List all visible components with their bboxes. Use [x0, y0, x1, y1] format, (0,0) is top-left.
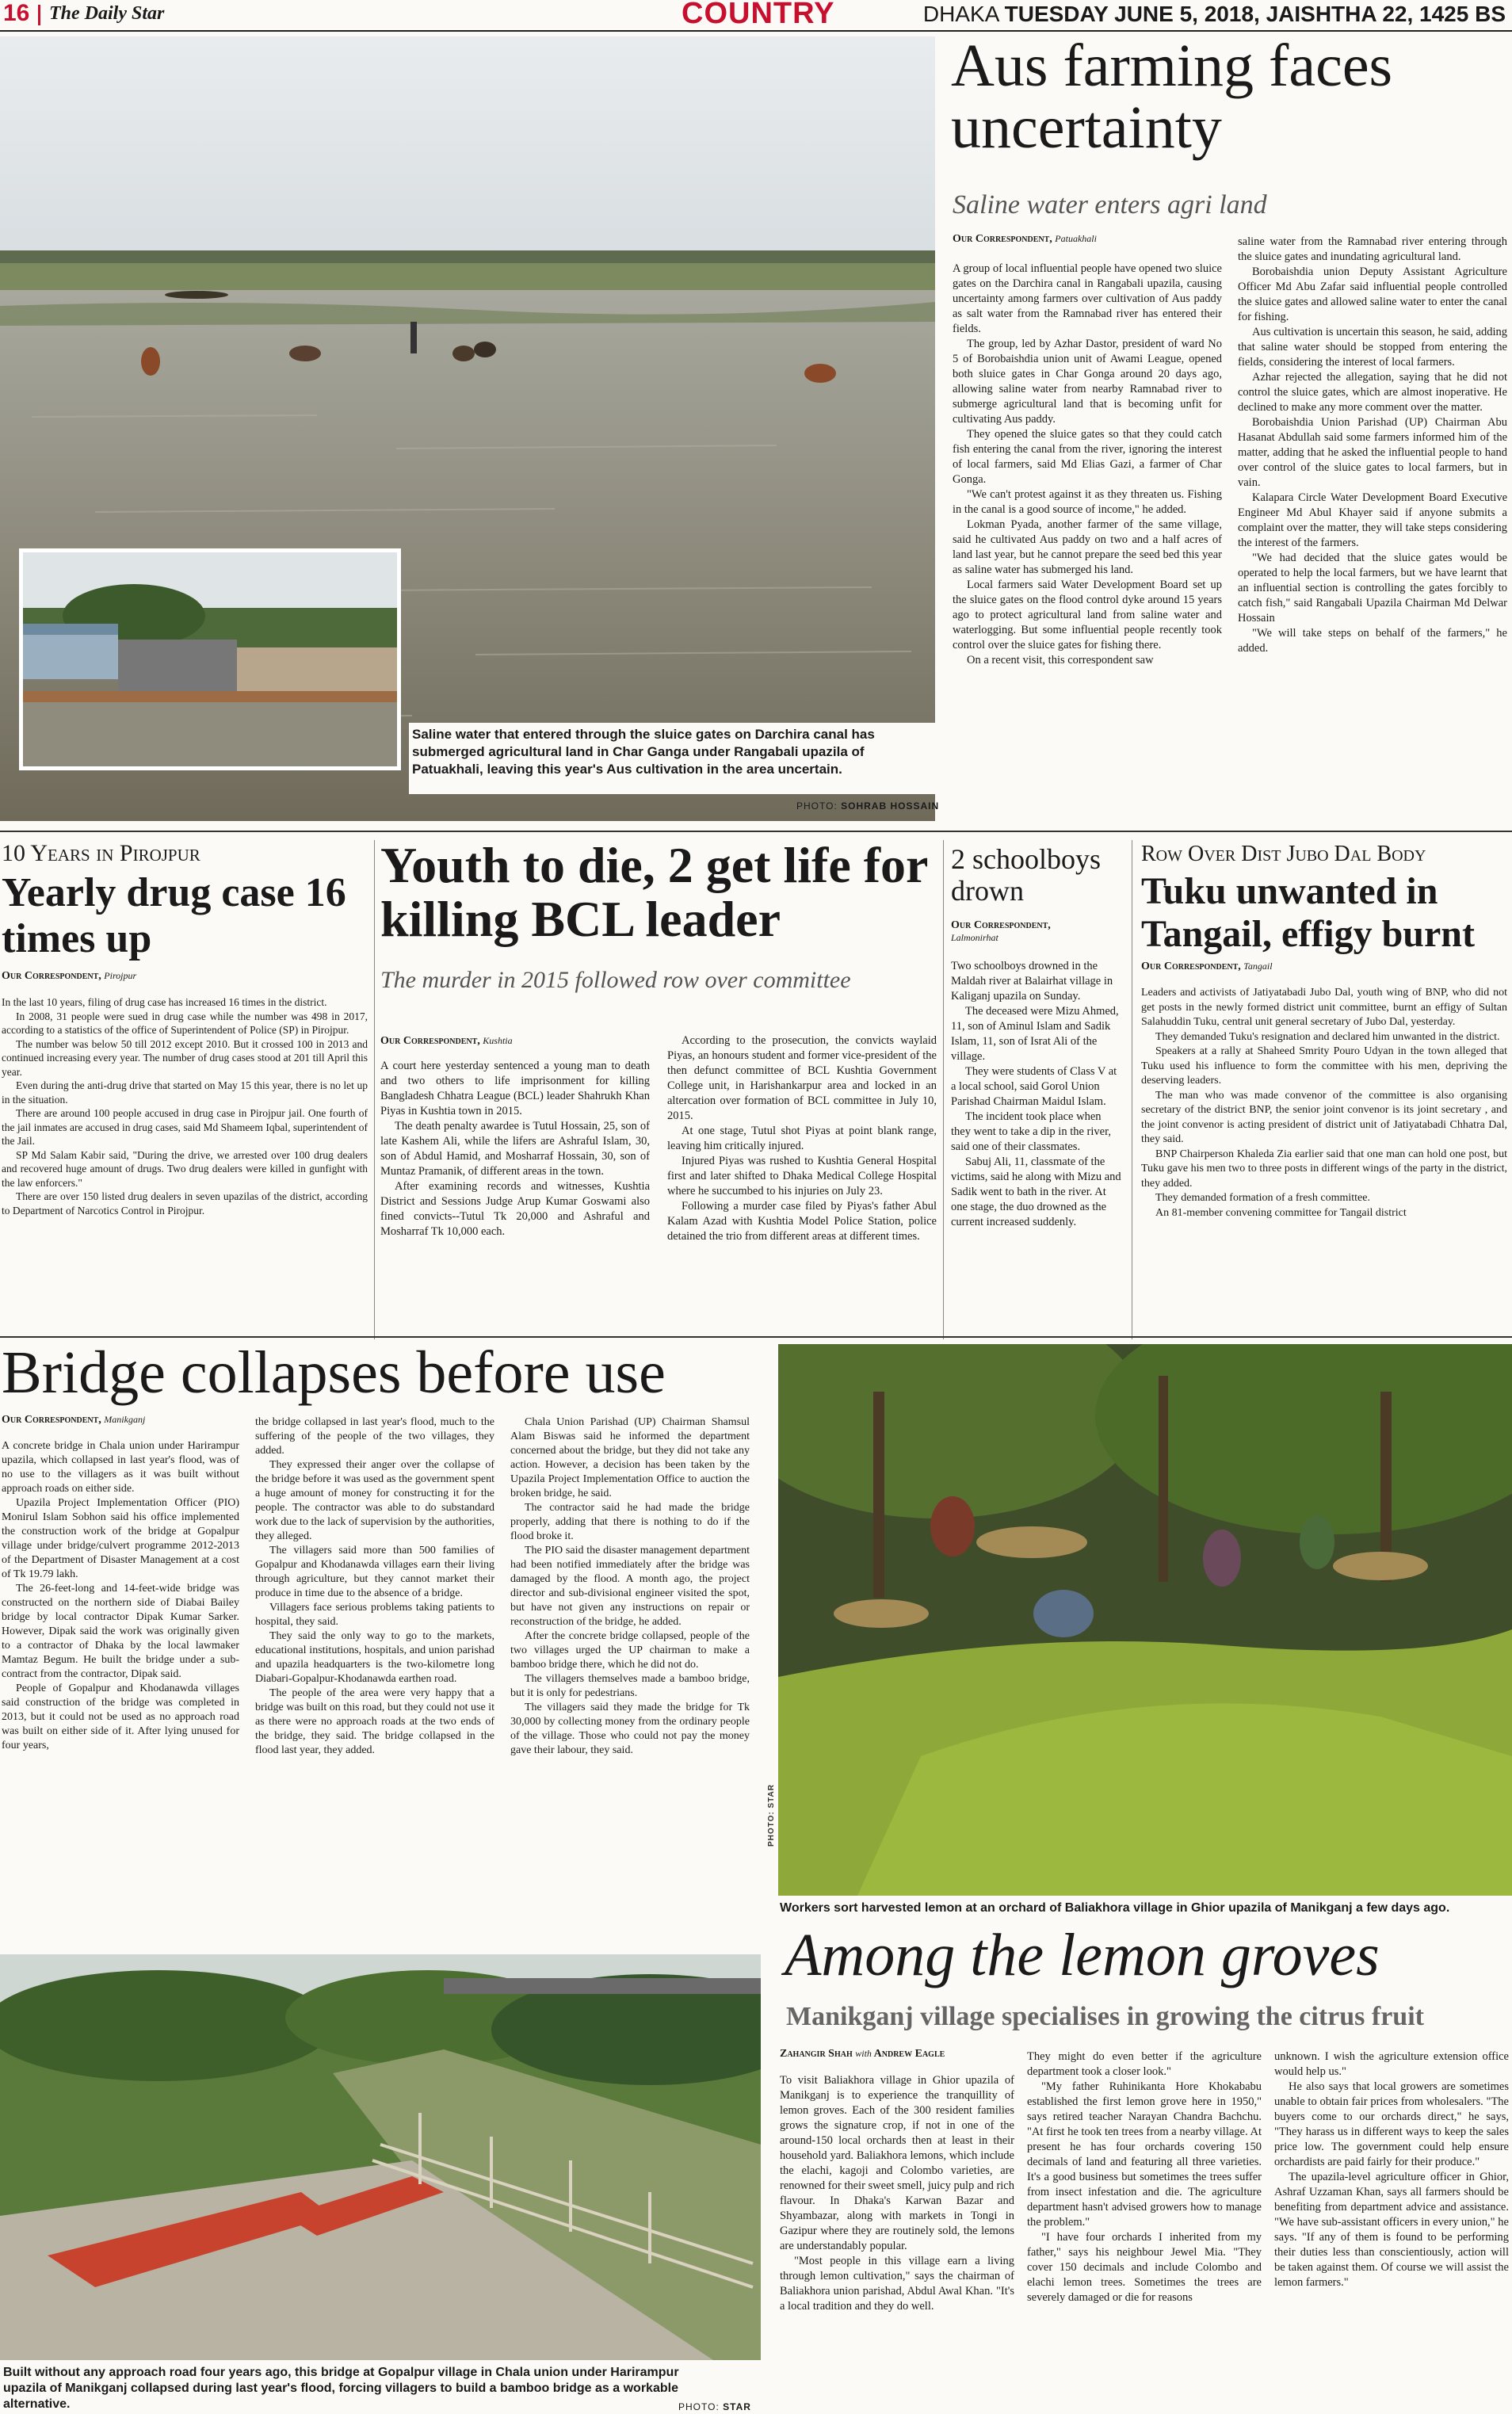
masthead	[0, 0, 1512, 32]
dateline-city: DHAKA	[922, 2, 998, 26]
dateline-date: TUESDAY JUNE 5, 2018, JAISHTHA 22, 1425 BS	[1004, 2, 1506, 26]
aus-subhead: Saline water enters agri land	[953, 190, 1267, 220]
bridge-byline: Our Correspondent, Manikganj	[2, 1414, 146, 1426]
aus-photo-caption: Saline water that entered through the sluice gates on Darchira canal has submerged agricultural land in Char Ganga under Rangabali upazila of Patuakhali, leaving this year's Aus cultivation in the area uncertain.	[412, 727, 875, 777]
lemon-photo-credit: PHOTO: STAR	[767, 1784, 776, 1847]
youth-column-1: A court here yesterday sentenced a young man to death and two others to life imprisonment for killing Bangladesh Chhatra League (BCL) leader Shahrukh Khan Piyas in Kushtia town in 2015. The death penalty awardee is Tutul Hossain, 25, son of late Kashem Ali, while the lifers are Ashraful Islam, 30, son of Abdul Hamid, and Mosharraf Hossain, 30, son of Muntaz Pramanik, of different areas in the town. After examining records and witnesses, Kushtia District and Sessions Judge Arup Kumar Goswami also fined convicts--Tutul Tk 20,000 and Ashraful and Mosharraf Tk 10,000 each.	[380, 1060, 650, 1238]
drug-kicker: 10 Years in Pirojpur	[2, 840, 200, 866]
section-title: COUNTRY	[682, 0, 835, 30]
bridge-photo-credit: PHOTO: STAR	[678, 2401, 751, 2412]
lemon-orchard-image	[778, 1344, 1512, 1896]
youth-byline: Our Correspondent, Kushtia	[380, 1035, 513, 1047]
bridge-photo-caption: Built without any approach road four years ago, this bridge at Gopalpur village in Chala union under Harirampur upazila of Manikganj collapsed during last year's flood, forcing villagers to build a bamboo bridge as a workable alternative.	[3, 2366, 679, 2411]
lemon-photo	[778, 1344, 1512, 1896]
schoolboys-byline: Our Correspondent, Lalmonirhat	[951, 919, 1051, 943]
page-number-divider	[38, 5, 40, 25]
sluice-gate-inset-photo	[19, 548, 401, 770]
aus-column-2: saline water from the Ramnabad river entering through the sluice gates and inundating agricultural land. Borobaishdia union Deputy Assistant Agriculture Officer Md Abu Zafar said influential people controlled the sluice gates and allowed saline water to enter the canal for fishing. Aus cultivation is uncertain this season, he said, adding that saline water should be stopped from entering the fields, considering the interest of local farmers. Azhar rejected the allegation, saying that he did not control the sluice gates, which are almost inoperative. He declined to make any more comment over the matter. Borobaishdia Union Parishad (UP) Chairman Abu Hasanat Abdullah said some farmers informed him of the matter, adding that he asked the influential people to hand over control of the sluice gates to local farmers, but in vain. Kalapara Circle Water Development Board Executive Engineer Md Abul Khayer said if anyone submits a complaint over the matter, they will take steps considering the interest of the farmers. "We had decided that the sluice gates would be operated to help the local farmers, but we have learnt that an influential section is controlling the gates forcibly to catch fish," said Rangabali Upazila Chairman Md Delwar Hossain "We will take steps on behalf of the farmers," he added.	[1238, 235, 1507, 655]
drug-byline: Our Correspondent, Pirojpur	[2, 970, 137, 982]
divider	[0, 1336, 1512, 1338]
youth-headline: Youth to die, 2 get life for killing BCL leader	[380, 837, 928, 947]
schoolboys-headline: 2 schoolboys drown	[951, 843, 1101, 907]
aus-column-1: A group of local influential people have opened two sluice gates on the Darchira canal in Rangabali upazila, causing uncertainty among farmers over cultivation of Aus paddy as salt water from the Ramnabad river has entered their fields. The group, led by Azhar Dastor, president of ward No 5 of Borobaishdia union unit of Awami League, opened both sluice gates in Char Gonga around 20 days ago, allowing saline water from nearby Ramnabad river to submerge agricultural land that is becoming unfit for cultivating Aus paddy. They opened the sluice gates so that they could catch fish entering the canal from the river, ignoring the interest of local farmers, said Md Elias Gazi, a farmer of Char Gonga. "We can't protest against it as they threaten us. Fishing in the canal is a good source of income," he added. Lokman Pyada, another farmer of the same village, said he cultivated Aus paddy on two and a half acres of land last year, but he cannot prepare the seed bed this year as saline water has submerged his land. Local farmers said Water Development Board set up the sluice gates on the flood control dyke around 15 years ago to protect agricultural land from saline water and waterlogging. But some influential people recently took control over the sluice gates for fishing there. On a recent visit, this correspondent saw	[953, 262, 1222, 667]
tuku-headline: Tuku unwanted in Tangail, effigy burnt	[1141, 870, 1475, 955]
divider	[0, 831, 1512, 832]
lemon-subhead: Manikganj village specialises in growing the citrus fruit	[786, 2002, 1424, 2031]
sluice-gate-image	[23, 552, 397, 766]
lemon-column-2: They might do even better if the agriculture department took a closer look." "My father Ruhinikanta Hore Khokababu established the first lemon grove here in 1950," says retired teacher Narayan Chandra Bachchu. "At first he took ten trees from a nearby village. At present he has four orchards covering 150 decimals of land and featuring all three varieties. It's a good business but sometimes the trees suffer from insect infestation and die. The agriculture department hasn't advised growers how to manage the problem." "I have four orchards I inherited from my father," says his neighbour Jewel Mia. "They cover 150 decimals and include Colombo and elachi lemon trees. Sometimes the trees are severely damaged or die for reasons	[1027, 2050, 1262, 2304]
youth-column-2: According to the prosecution, the convicts waylaid Piyas, an honours student and former vice-president of the then defunct committee of BCL Kushtia Government College unit, in Harishankarpur area and locked in an altercation over formation of BCL committee in July 10, 2015. At one stage, Tutul shot Piyas at point blank range, leaving him critically injured. Injured Piyas was rushed to Kushtia General Hospital first and later shifted to Dhaka Medical College Hospital where he succumbed to his injuries on July 23. Following a murder case filed by Piyas's father Abul Kalam Azad with Kushtia Model Police Station, police detained the trio from different areas at different times.	[667, 1034, 937, 1243]
aus-byline: Our Correspondent, Patuakhali	[953, 233, 1097, 245]
column-divider	[943, 840, 944, 1339]
tuku-byline: Our Correspondent, Tangail	[1141, 961, 1273, 972]
schoolboys-column: Two schoolboys drowned in the Maldah river at Balairhat village in Kaliganj upazila on Sunday. The deceased were Mizu Ahmed, 11, son of Aminul Islam and Sadik Islam, 11, son of Israt Ali of the village. They were students of Class V at a local school, said Gorol Union Parishad Chairman Maidul Islam. The incident took place when they went to take a dip in the river, said one of their classmates. Sabuj Ali, 11, classmate of the victims, said he along with Mizu and Sadik went to bath in the river. At one stage, the duo drowned as the current increased suddenly.	[951, 960, 1121, 1228]
bridge-column-1: A concrete bridge in Chala union under Harirampur upazila, which collapsed in last year's flood, was of no use to the villagers as it was built without approach roads on either side. Upazila Project Implementation Officer (PIO) Monirul Islam Sobhon said his office implemented the construction work of the bridge at Gopalpur village under bridge/culvert programme 2012-2013 of the Department of Disaster Management at a cost of Tk 19.79 lakh. The 26-feet-long and 14-feet-wide bridge was constructed on the northern side of Diabai Bailey bridge by local contractor Dipak Kumar Sarker. However, Dipak said the work was originally given to a contractor of Dhaka by the local lawmaker Mamtaz Begum. He built the bridge under a sub-contract from the contractor, Dipak said. People of Gopalpur and Khodanawda villages said construction of the bridge was completed in 2013, but it could not be used as no approach road was built on either side of it. After lying unused for four years,	[2, 1440, 239, 1751]
drug-headline: Yearly drug case 16 times up	[2, 870, 346, 961]
photo-credit-name: SOHRAB HOSSAIN	[841, 800, 940, 812]
photo-credit-label: PHOTO:	[796, 800, 838, 812]
bridge-column-3: Chala Union Parishad (UP) Chairman Shamsul Alam Biswas said he informed the department concerned about the bridge, but they did not take any action. However, a decision has been taken by the Upazila Project Implementation Office to auction the broken bridge, he said. The contractor said he had made the bridge properly, adding that there is nothing to do if the flood broke it. The PIO said the disaster management department had been notified immediately after the bridge was damaged by the flood. A month ago, the project director and sub-divisional engineer visited the spot, but have not given any instructions on repair or reconstruction of the bridge, he added. After the concrete bridge collapsed, people of the two villages urged the UP chairman to make a bamboo bridge there, which he did not do. The villagers themselves made a bamboo bridge, but it is only for pedestrians. The villagers said they made the bridge for Tk 30,000 by collecting money from the ordinary people of the village. Those who could not pay the money gave their labour, they said.	[510, 1416, 750, 1756]
dateline	[923, 2, 1506, 27]
lemon-column-1: To visit Baliakhora village in Ghior upazila of Manikganj is to experience the tranquillity of lemon groves. Each of the 300 resident families grows the signature crop, if not in one of the around-150 local orchards then at least in their household yard. Baliakhora lemons, which include the elachi, kagoji and Colombo varieties, are renowned for their sweet smell, juicy pulp and rich flavour. In Dhaka's Karwan Bazar and Shyambazar, along with markets in Tongi in Gazipur where they are routinely sold, the lemons are understandably popular. "Most people in this village earn a living through lemon cultivation," says the chairman of Baliakhora union parishad, Abdul Awal Khan. "It's a local tradition and they do well.	[780, 2074, 1014, 2313]
drug-column: In the last 10 years, filing of drug case has increased 16 times in the district. In 2008, 31 people were sued in drug case while the number was 498 in 2017, according to a statistics of the office of Superintendent of Police (SP) in Pirojpur. The number was below 50 till 2012 except 2010. But it crossed 100 in 2013 and continued increasing every year. The number of drug cases stood at 201 till April this year. Even during the anti-drug drive that started on May 15 this year, there is no let up in the situation. There are around 100 people accused in drug case in Pirojpur jail. One fourth of the jail inmates are accused in drug cases, said Md Shameem Iqbal, superintendent of the Jail. SP Md Salam Kabir said, "During the drive, we arrested over 100 drug dealers and recovered huge amount of drugs. Two drug dealers were killed in gunfight with the law enforcers." There are over 150 listed drug dealers in seven upazilas of the district, according to Department of Narcotics Control in Pirojpur.	[2, 996, 368, 1217]
aus-photo-credit	[796, 800, 939, 812]
lemon-photo-caption: Workers sort harvested lemon at an orchard of Baliakhora village in Ghior upazila of Manikganj a few days ago.	[780, 1901, 1450, 1915]
aus-headline: Aus farming faces uncertainty	[951, 32, 1393, 161]
column-divider	[374, 840, 375, 1339]
lemon-headline: Among the lemon groves	[785, 1922, 1380, 1988]
newspaper-logo: The Daily Star	[49, 3, 165, 24]
bridge-photo	[0, 1954, 761, 2360]
bridge-column-2: the bridge collapsed in last year's flood, much to the suffering of the people of the two villages, they added. They expressed their anger over the collapse of the bridge before it was used as the government spent a huge amount of money for constructing it for the people. The contractor was able to do substandard work due to the lack of supervision by the authorities, they alleged. The villagers said more than 500 families of Gopalpur and Khodanawda villages earn their living through agriculture, but they cannot market their produce in time due to the absence of a bridge. Villagers face serious problems taking patients to hospital, they said. They said the only way to go to the markets, educational institutions, hospitals, and union parishad and upazila headquarters is the two-kilometre long Diabari-Gopalpur-Khodanawda earthen road. The people of the area were very happy that a bridge was built on this road, but they could not use it as there were no approach roads at the two ends of the bridge, they said. The bridge collapsed in the flood last year, they added.	[255, 1416, 494, 1756]
lemon-column-3: unknown. I wish the agriculture extension office would help us." He also says that local growers are sometimes unable to obtain fair prices from wholesalers. "The buyers come to our orchards direct," he says, "They harass us in different ways to keep the sales price low. The government could help ensure orchardists are paid fairly for their produce." The upazila-level agriculture officer in Ghior, Ashraf Uzzaman Khan, says all farmers should be benefiting from department advice and assistance. "We have sub-assistant officers in every union," he says. "If any of them is found to be performing their duties less than conscientiously, action will be taken against them. Of course we will assist the lemon farmers."	[1274, 2050, 1509, 2289]
lemon-byline: Zahangir Shah with Andrew Eagle	[780, 2048, 945, 2060]
tuku-column: Leaders and activists of Jatiyatabadi Jubo Dal, youth wing of BNP, who did not get posts in the newly formed district unit committee, burnt an effigy of Sultan Salahuddin Tuku, central unit general secretary of Jubo Dal, yesterday. They demanded Tuku's resignation and declared him unwanted in the district. Speakers at a rally at Shaheed Smrity Pouro Udyan in the town alleged that Tuku used his influence to form the committee with his men, depriving the deserving leaders. The man who was made convenor of the committee is also organising secretary of the district BNP, the senior joint convenor is its joint secretary , and the joint convenor is acting president of district unit of Jatiyatabadi Chhatra Dal, they said. BNP Chairperson Khaleda Zia earlier said that one man can hold one post, but Tuku gave his men two to three posts in different wings of the party in the district, they added. They demanded formation of a fresh committee. An 81-member convening committee for Tangail district	[1141, 987, 1507, 1219]
page-number: 16	[3, 0, 30, 26]
youth-subhead: The murder in 2015 followed row over committee	[380, 967, 851, 993]
bamboo-bridge-image	[0, 1954, 761, 2360]
tuku-kicker: Row Over Dist Jubo Dal Body	[1141, 842, 1426, 866]
bridge-headline: Bridge collapses before use	[2, 1339, 666, 1406]
